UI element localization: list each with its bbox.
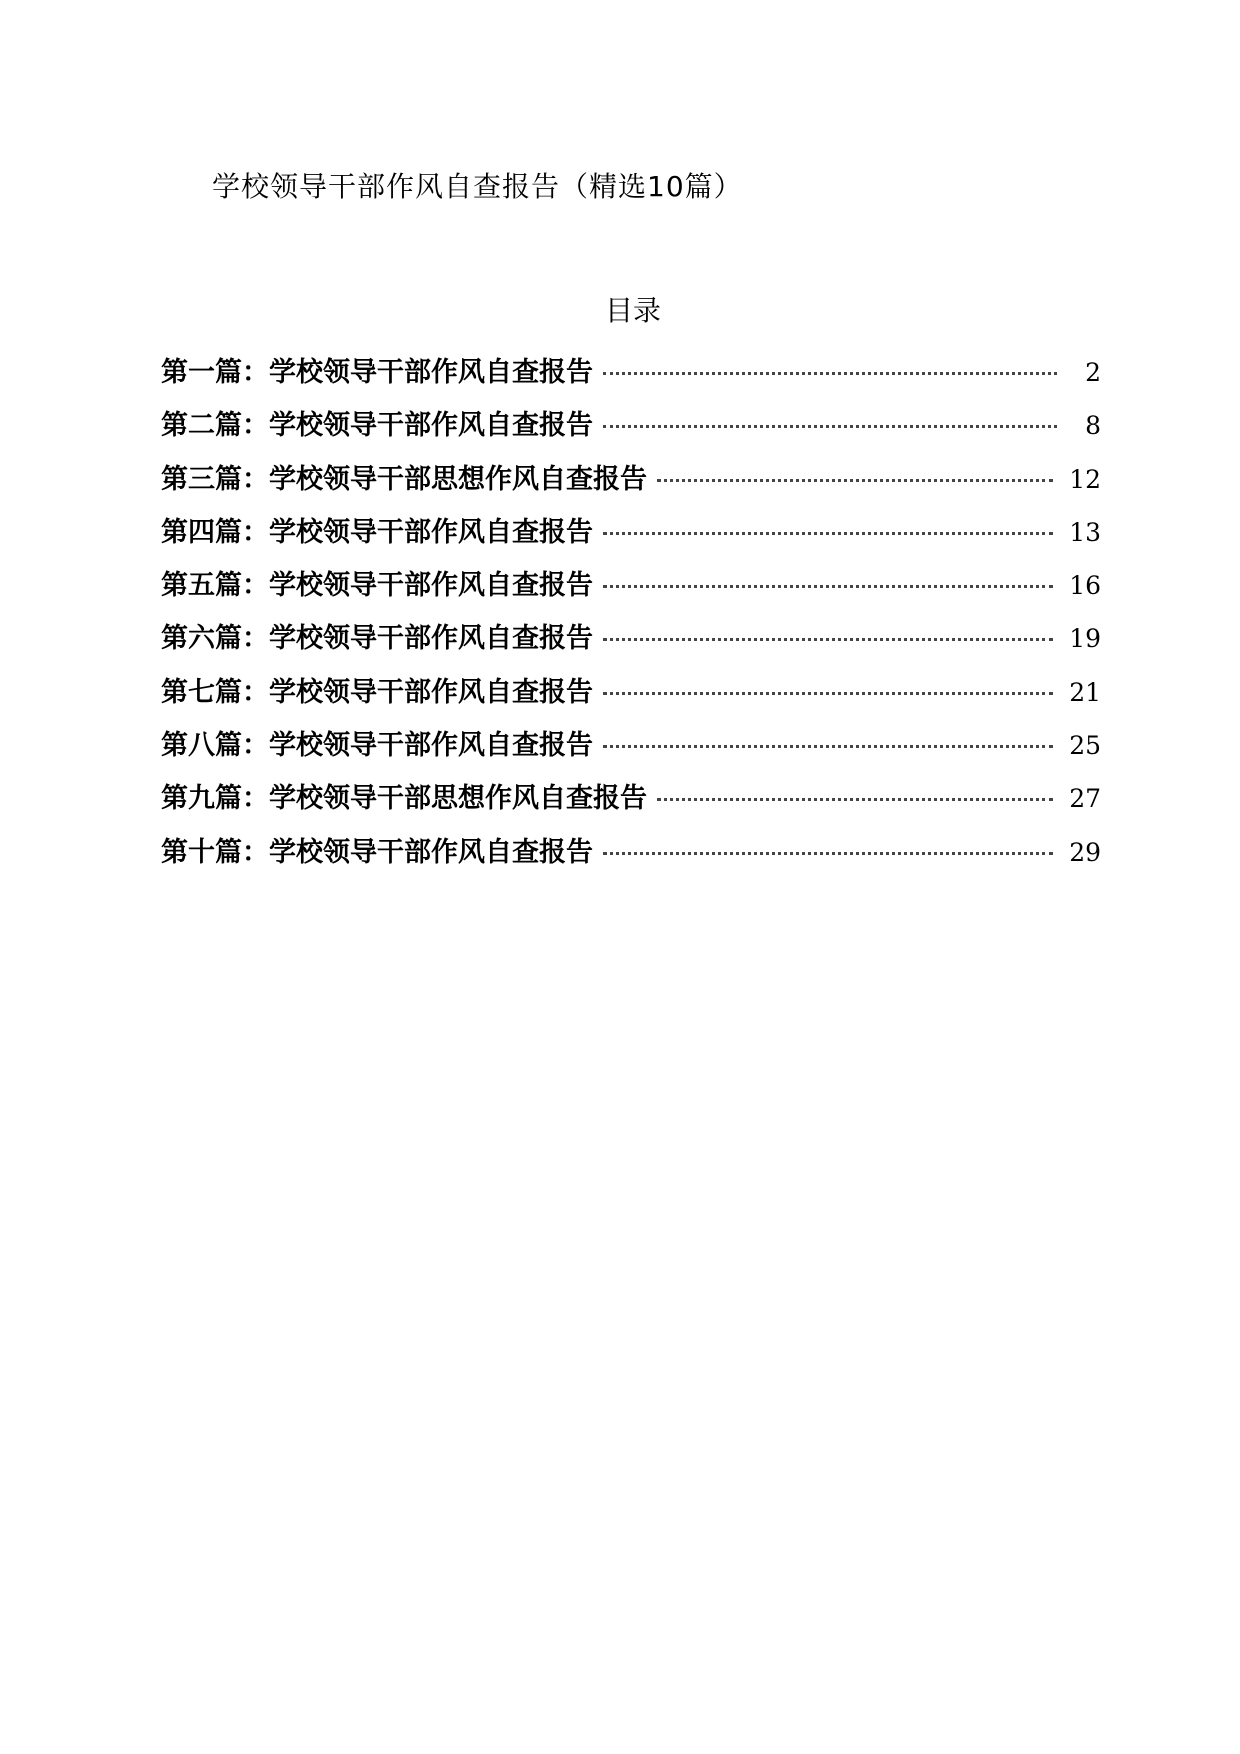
toc-heading: 目录: [604, 294, 661, 327]
toc-page-number: 2: [1085, 358, 1101, 387]
toc-entry-label: 第三篇：学校领导干部思想作风自查报告: [161, 463, 647, 495]
toc-entry-label: 第七篇：学校领导干部作风自查报告: [161, 676, 593, 708]
toc-entry-3[interactable]: [161, 457, 1101, 510]
document-title: 学校领导干部作风自查报告（精选10篇）: [212, 170, 743, 203]
toc-dot-leader: [657, 798, 1053, 801]
toc-dot-leader: [603, 585, 1053, 588]
toc-dot-leader: [603, 372, 1057, 375]
toc-entry-2[interactable]: [161, 403, 1101, 456]
toc-dot-leader: [603, 532, 1053, 535]
toc-entry-label: 第九篇：学校领导干部思想作风自查报告: [161, 783, 647, 815]
toc-page-number: 8: [1085, 411, 1101, 441]
toc-page-number: 29: [1069, 837, 1101, 867]
toc-entry-4[interactable]: [161, 510, 1101, 563]
toc-entry-label: 第十篇：学校领导干部作风自查报告: [161, 836, 593, 868]
toc-dot-leader: [603, 425, 1057, 428]
toc-entry-8[interactable]: [161, 723, 1101, 776]
toc-entry-1[interactable]: [161, 350, 1101, 403]
toc-entry-label: 第一篇：学校领导干部作风自查报告: [161, 357, 593, 388]
toc-page-number: 25: [1069, 731, 1101, 761]
toc-page-number: 19: [1069, 624, 1101, 654]
toc-dot-leader: [603, 745, 1053, 748]
toc-entry-9[interactable]: [161, 776, 1101, 829]
table-of-contents: [161, 350, 1101, 883]
toc-entry-label: 第四篇：学校领导干部作风自查报告: [161, 516, 593, 548]
toc-entry-6[interactable]: [161, 616, 1101, 669]
toc-page-number: 12: [1069, 464, 1101, 494]
toc-entry-7[interactable]: [161, 670, 1101, 723]
toc-entry-5[interactable]: [161, 563, 1101, 616]
toc-entry-label: 第五篇：学校领导干部作风自查报告: [161, 570, 593, 602]
toc-entry-label: 第六篇：学校领导干部作风自查报告: [161, 623, 593, 655]
toc-entry-10[interactable]: [161, 830, 1101, 883]
toc-entry-label: 第二篇：学校领导干部作风自查报告: [161, 410, 593, 442]
toc-entry-label: 第八篇：学校领导干部作风自查报告: [161, 730, 593, 762]
toc-dot-leader: [603, 852, 1053, 855]
toc-dot-leader: [657, 479, 1053, 482]
toc-dot-leader: [603, 638, 1053, 641]
toc-page-number: 13: [1069, 517, 1101, 547]
toc-page-number: 16: [1069, 571, 1101, 601]
toc-page-number: 27: [1069, 784, 1101, 814]
toc-page-number: 21: [1069, 677, 1101, 707]
toc-dot-leader: [603, 692, 1053, 695]
